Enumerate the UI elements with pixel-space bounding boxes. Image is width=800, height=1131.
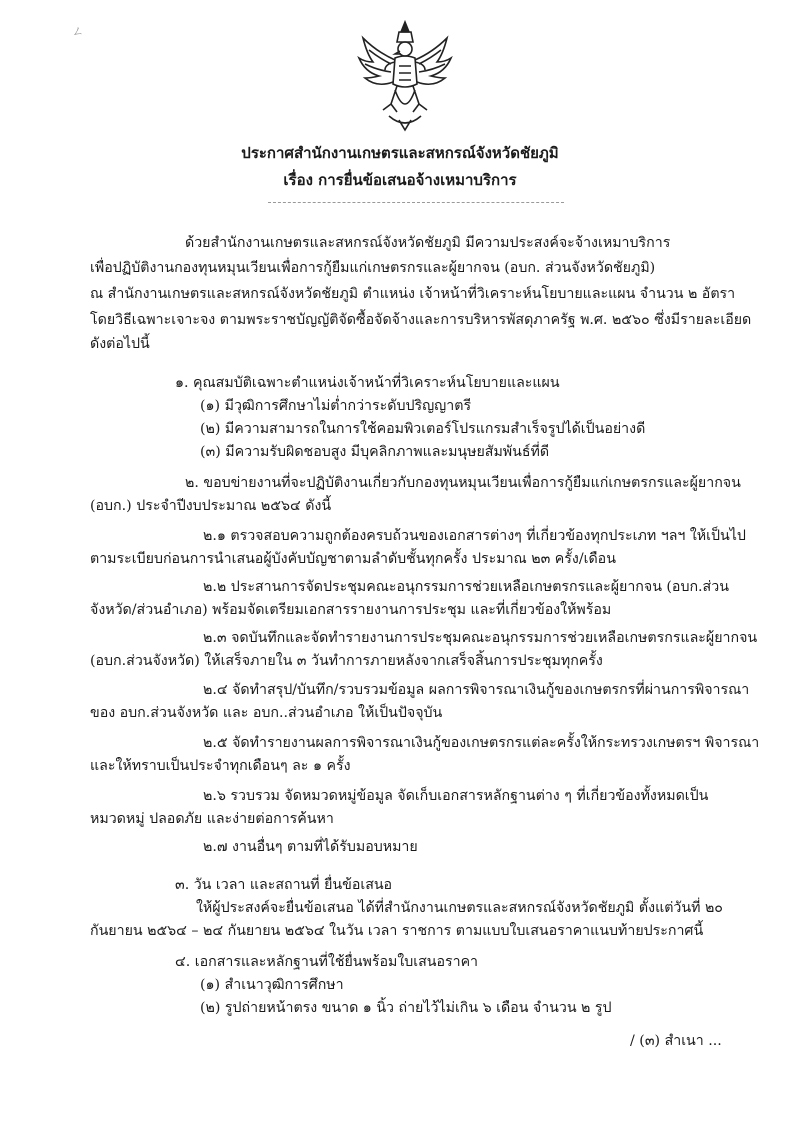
page-continuation: / (๓) สำเนา ...	[630, 1033, 722, 1049]
section-3-heading: ๓. วัน เวลา และสถานที่ ยื่นข้อเสนอ	[175, 877, 393, 893]
section-3-line: กันยายน ๒๕๖๔ – ๒๔ กันยายน ๒๕๖๔ ในวัน เวลา ราชการ ตามแบบใบเสนอราคาแนบท้ายประกาศนี้	[90, 923, 704, 939]
intro-line: โดยวิธีเฉพาะเจาะจง ตามพระราชบัญญัติจัดซื้อจัดจ้างและการบริหารพัสดุภาครัฐ พ.ศ. ๒๕๖๐ ซึ่งมีรายละเอียด	[90, 312, 752, 328]
section-4-item: (๑) สำเนาวุฒิการศึกษา	[200, 977, 344, 993]
intro-line: ด้วยสำนักงานเกษตรและสหกรณ์จังหวัดชัยภูมิ มีความประสงค์จะจ้างเหมาบริการ	[185, 235, 671, 251]
announcement-title: ประกาศสำนักงานเกษตรและสหกรณ์จังหวัดชัยภูมิ	[241, 144, 559, 162]
section-1-item: (๓) มีความรับผิดชอบสูง มีบุคลิกภาพและมนุษยสัมพันธ์ที่ดี	[200, 444, 550, 460]
section-4-heading: ๔. เอกสารและหลักฐานที่ใช้ยื่นพร้อมใบเสนอราคา	[175, 954, 479, 970]
section-2-item-cont: ตามระเบียบก่อนการนำเสนอผู้บังคับบัญชาตามลำดับชั้นทุกครั้ง ประมาณ ๒๓ ครั้ง/เดือน	[90, 551, 616, 567]
section-3-line: ให้ผู้ประสงค์จะยื่นข้อเสนอ ได้ที่สำนักงานเกษตรและสหกรณ์จังหวัดชัยภูมิ ตั้งแต่วันที่ ๒๐	[196, 900, 723, 916]
intro-line: ดังต่อไปนี้	[90, 336, 150, 352]
intro-line: เพื่อปฏิบัติงานกองทุนหมุนเวียนเพื่อการกู้ยืมแก่เกษตรกรและผู้ยากจน (อบก. ส่วนจังหวัดชัยภูมิ)	[90, 260, 656, 276]
section-2-heading: ๒. ขอบข่ายงานที่จะปฏิบัติงานเกี่ยวกับกองทุนหมุนเวียนเพื่อการกู้ยืมแก่เกษตรกรและผู้ยากจน	[185, 475, 741, 491]
section-2-item: ๒.๑ ตรวจสอบความถูกต้องครบถ้วนของเอกสารต่างๆ ที่เกี่ยวข้องทุกประเภท ฯลฯ ให้เป็นไป	[203, 528, 746, 544]
section-2-item-cont: (อบก.ส่วนจังหวัด) ให้เสร็จภายใน ๓ วันทำการภายหลังจากเสร็จสิ้นการประชุมทุกครั้ง	[90, 653, 603, 669]
section-2-item: ๒.๕ จัดทำรายงานผลการพิจารณาเงินกู้ของเกษตรกรแต่ละครั้งให้กระทรวงเกษตรฯ พิจารณา	[203, 735, 760, 751]
section-2-item: ๒.๒ ประสานการจัดประชุมคณะอนุกรรมการช่วยเหลือเกษตรกรและผู้ยากจน (อบก.ส่วน	[203, 579, 729, 595]
section-2-item-cont: และให้ทราบเป็นประจำทุกเดือนๆ ละ ๑ ครั้ง	[90, 758, 351, 774]
section-2-item: ๒.๖ รวบรวม จัดหมวดหมู่ข้อมูล จัดเก็บเอกสารหลักฐานต่าง ๆ ที่เกี่ยวข้องทั้งหมดเป็น	[203, 788, 709, 804]
section-2-item-cont: หมวดหมู่ ปลอดภัย และง่ายต่อการค้นหา	[90, 811, 334, 827]
section-1-item: (๑) มีวุฒิการศึกษาไม่ต่ำกว่าระดับปริญญาตรี	[200, 398, 472, 414]
section-1-heading: ๑. คุณสมบัติเฉพาะตำแหน่งเจ้าหน้าที่วิเคราะห์นโยบายและแผน	[175, 375, 560, 391]
section-2-item-cont: ของ อบก.ส่วนจังหวัด และ อบก..ส่วนอำเภอ ให้เป็นปัจจุบัน	[90, 705, 443, 721]
announcement-subject: เรื่อง การยื่นข้อเสนอจ้างเหมาบริการ	[283, 171, 517, 189]
intro-line: ณ สำนักงานเกษตรและสหกรณ์จังหวัดชัยภูมิ ตำแหน่ง เจ้าหน้าที่วิเคราะห์นโยบายและแผน จำนวน ๒ อัตรา	[90, 286, 736, 302]
garuda-emblem-icon	[355, 18, 455, 133]
section-2-item: ๒.๓ จดบันทึกและจัดทำรายงานการประชุมคณะอนุกรรมการช่วยเหลือเกษตรกรและผู้ยากจน	[203, 630, 758, 646]
section-1-item: (๒) มีความสามารถในการใช้คอมพิวเตอร์โปรแกรมสำเร็จรูปได้เป็นอย่างดี	[200, 421, 646, 437]
section-2-heading-cont: (อบก.) ประจำปีงบประมาณ ๒๕๖๔ ดังนี้	[90, 498, 332, 514]
section-2-item: ๒.๔ จัดทำสรุป/บันทึก/รวบรวมข้อมูล ผลการพิจารณาเงินกู้ของเกษตรกรที่ผ่านการพิจารณา	[203, 682, 750, 698]
section-4-item: (๒) รูปถ่ายหน้าตรง ขนาด ๑ นิ้ว ถ่ายไว้ไม่เกิน ๖ เดือน จำนวน ๒ รูป	[200, 1000, 612, 1016]
scan-mark: ㄥ	[72, 24, 85, 38]
title-divider	[268, 202, 564, 203]
section-2-item: ๒.๗ งานอื่นๆ ตามที่ได้รับมอบหมาย	[203, 839, 418, 855]
section-2-item-cont: จังหวัด/ส่วนอำเภอ) พร้อมจัดเตรียมเอกสารรายงานการประชุม และที่เกี่ยวข้องให้พร้อม	[90, 602, 612, 618]
